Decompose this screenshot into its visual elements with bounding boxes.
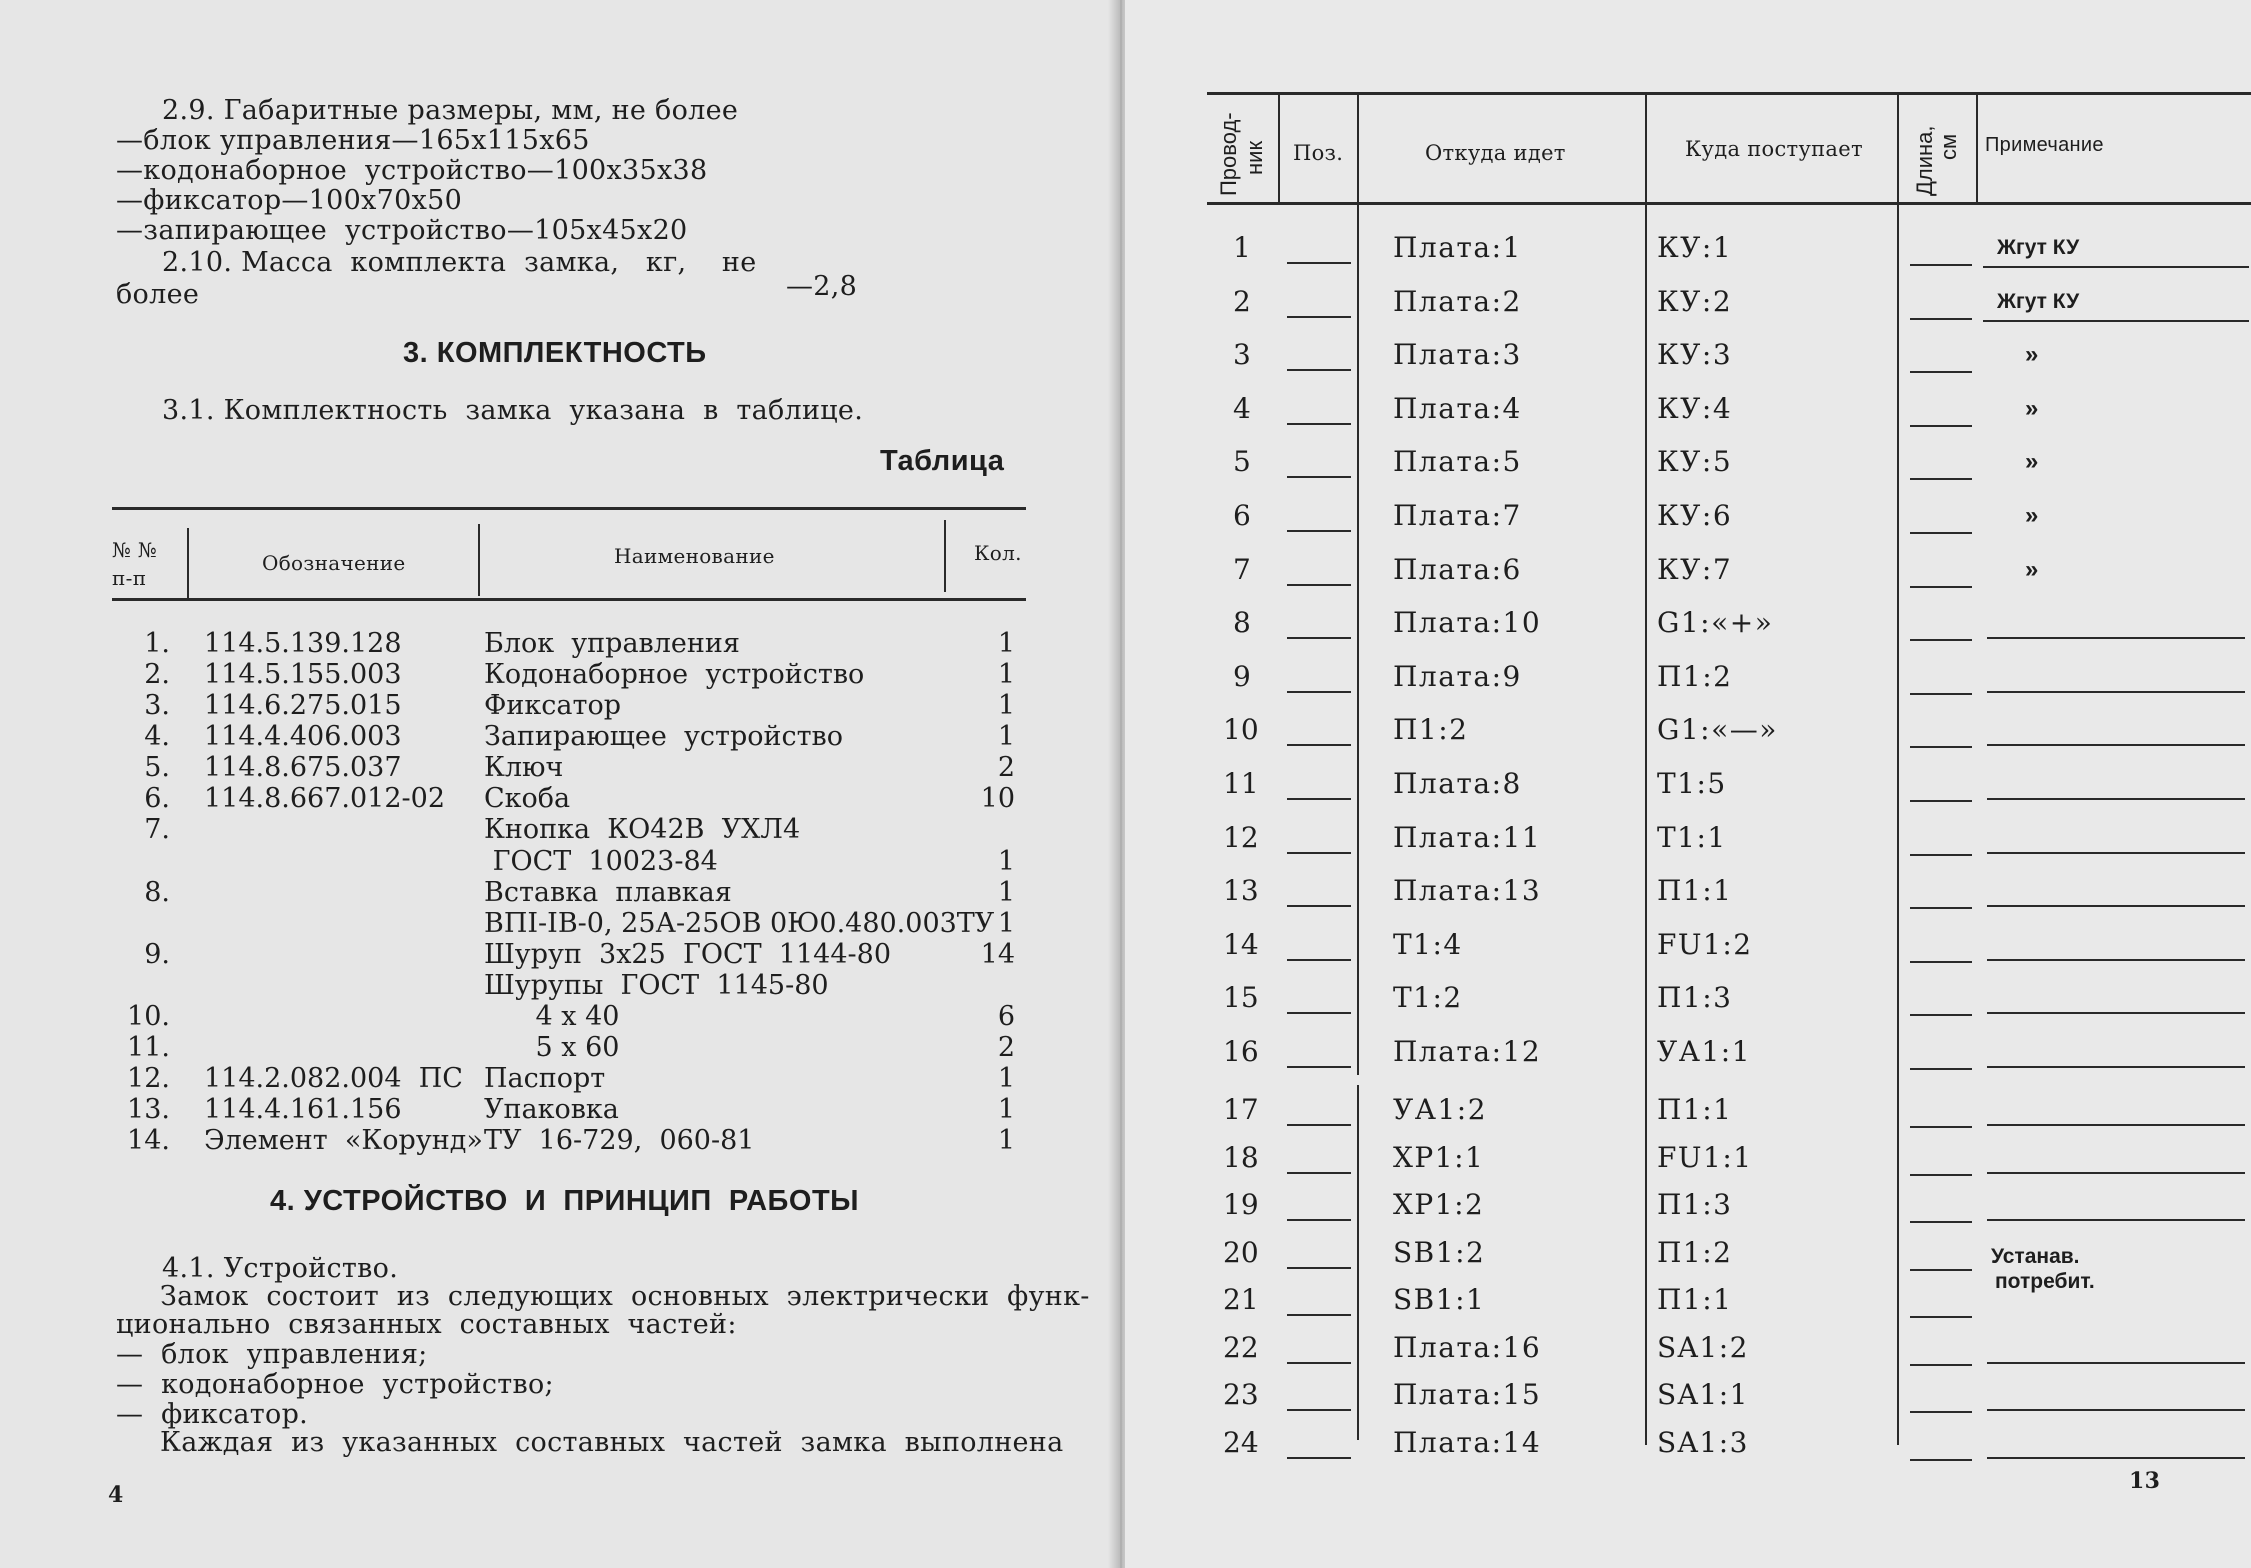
table-row <box>0 1001 1115 1032</box>
row-number: 12. <box>127 1063 170 1095</box>
row-number: 6. <box>144 783 170 815</box>
note-blank-dash <box>1987 852 2245 854</box>
wire-row <box>1125 228 2251 280</box>
pos-blank-dash <box>1287 905 1351 907</box>
row-name: Шуруп 3х25 ГОСТ 1144-80 <box>484 938 891 970</box>
wire-to: КУ:4 <box>1657 391 1733 425</box>
row-designation: 114.4.161.156 <box>204 1094 402 1126</box>
wire-table-divider <box>1897 92 1899 202</box>
row-number: 4. <box>144 721 170 753</box>
wire-row <box>1125 389 2251 441</box>
wire-number: 21 <box>1223 1283 1259 1316</box>
table-row <box>0 1125 1115 1156</box>
pos-blank-dash <box>1287 476 1351 478</box>
table-row <box>0 721 1115 752</box>
wire-row <box>1125 764 2251 816</box>
table-row <box>0 1032 1115 1063</box>
note-install-l2: потребит. <box>1995 1270 2095 1293</box>
length-blank-dash <box>1910 1174 1972 1176</box>
pos-blank-dash <box>1287 1219 1351 1221</box>
wire-number: 22 <box>1223 1330 1259 1364</box>
wire-from: ХР1:2 <box>1393 1188 1485 1221</box>
wire-row <box>1125 1328 2251 1380</box>
row-quantity: 1 <box>997 721 1015 753</box>
row-name: Ключ <box>484 752 564 784</box>
length-blank-dash <box>1910 907 1972 909</box>
row-number: 2. <box>144 659 170 691</box>
pos-blank-dash <box>1287 1267 1351 1269</box>
pos-blank-dash <box>1287 637 1351 639</box>
length-blank-dash <box>1910 746 1972 748</box>
wire-number: 14 <box>1223 927 1259 961</box>
pos-blank-dash <box>1287 530 1351 532</box>
pos-blank-dash <box>1287 1012 1351 1014</box>
wire-row <box>1125 1090 2251 1142</box>
spec-2-10-mass: 2.10. Масса комплекта замка, кг, не <box>162 247 757 278</box>
wire-table-divider <box>1976 92 1978 202</box>
table-divider <box>187 528 189 598</box>
wire-from: П1:2 <box>1393 713 1469 747</box>
row-name: Кнопка КО42В УХЛ4 <box>484 814 801 846</box>
table-top-rule <box>112 507 1026 510</box>
row-quantity: 14 <box>980 938 1015 970</box>
wire-from: Плата:2 <box>1393 284 1522 318</box>
wire-number: 15 <box>1223 981 1259 1015</box>
row-quantity: 1 <box>997 659 1015 691</box>
table-header-rule <box>112 598 1026 601</box>
wire-to: КУ:2 <box>1657 284 1733 318</box>
section-4-1-line2: Замок состоит из следующих основных электрически функ- <box>160 1281 1090 1312</box>
wire-from: Плата:4 <box>1393 391 1522 425</box>
row-number: 5. <box>144 752 170 784</box>
section-4-1-line5: — кодонаборное устройство; <box>116 1369 554 1400</box>
row-designation: 114.6.275.015 <box>204 690 402 722</box>
wire-number: 12 <box>1223 820 1259 854</box>
length-blank-dash <box>1910 639 1972 641</box>
wire-number: 17 <box>1223 1093 1259 1126</box>
note-blank-dash <box>1987 959 2245 961</box>
row-number: 10. <box>127 1000 170 1032</box>
wire-row <box>1125 335 2251 387</box>
wire-number: 19 <box>1223 1188 1259 1221</box>
wire-table-divider <box>1645 92 1647 202</box>
table-row <box>0 814 1115 845</box>
table-row <box>0 752 1115 783</box>
length-blank-dash <box>1910 586 1972 588</box>
pos-blank-dash <box>1287 852 1351 854</box>
row-name: Шурупы ГОСТ 1145-80 <box>484 969 829 1001</box>
wire-table-divider <box>1357 92 1359 202</box>
wire-from: ХР1:1 <box>1393 1140 1485 1174</box>
header-qty: Кол. <box>974 541 1022 565</box>
row-quantity: 2 <box>997 752 1015 784</box>
pos-blank-dash <box>1287 584 1351 586</box>
length-blank-dash <box>1910 371 1972 373</box>
length-blank-dash <box>1910 961 1972 963</box>
section-4-1-line1: 4.1. Устройство. <box>162 1253 399 1284</box>
length-blank-dash <box>1910 1459 1972 1461</box>
wire-row <box>1125 442 2251 494</box>
row-designation: 114.2.082.004 ПС <box>204 1063 463 1095</box>
note-underline <box>1983 320 2249 322</box>
row-number: 7. <box>144 814 170 846</box>
header-name: Наименование <box>614 544 775 568</box>
spec-2-9-code-device: —кодонаборное устройство—100х35х38 <box>116 155 708 186</box>
wire-number: 24 <box>1223 1425 1259 1459</box>
section-4-title: 4. УСТРОЙСТВО И ПРИНЦИП РАБОТЫ <box>270 1185 860 1217</box>
pos-blank-dash <box>1287 1362 1351 1364</box>
row-quantity: 10 <box>980 783 1015 815</box>
wire-table-header-rule <box>1207 202 2251 205</box>
table-row <box>0 690 1115 721</box>
row-number: 1. <box>144 628 170 659</box>
wire-to: УА1:1 <box>1657 1035 1752 1068</box>
wire-note: Жгут КУ <box>1997 236 2080 259</box>
wire-to: КУ:1 <box>1657 231 1733 264</box>
row-quantity: 1 <box>997 1125 1015 1157</box>
wire-from: Плата:6 <box>1393 552 1522 586</box>
wire-number: 11 <box>1223 767 1259 800</box>
wire-row <box>1125 1138 2251 1190</box>
table-divider <box>478 524 480 596</box>
wire-from: Плата:14 <box>1393 1425 1542 1459</box>
wire-to: SA1:3 <box>1657 1425 1749 1459</box>
wire-to: П1:2 <box>1657 1235 1733 1269</box>
header-designation: Обозначение <box>262 551 406 575</box>
wire-from: Плата:11 <box>1393 820 1542 854</box>
header-to: Куда поступает <box>1685 137 1863 161</box>
note-underline <box>1983 266 2249 268</box>
wire-to: SA1:1 <box>1657 1378 1749 1411</box>
wire-to: П1:3 <box>1657 981 1733 1015</box>
row-name: ГОСТ 10023-84 <box>484 845 718 877</box>
pos-blank-dash <box>1287 959 1351 961</box>
note-blank-dash <box>1987 1066 2245 1068</box>
row-name: Упаковка <box>484 1094 619 1126</box>
spec-2-9-title: 2.9. Габаритные размеры, мм, не более <box>162 95 739 126</box>
left-page-number: 4 <box>108 1482 124 1508</box>
wire-to: П1:2 <box>1657 659 1733 693</box>
row-designation: 114.5.139.128 <box>204 628 402 659</box>
row-designation: 114.8.667.012-02 <box>204 783 446 815</box>
wire-to: П1:1 <box>1657 1283 1733 1316</box>
wire-row <box>1125 282 2251 334</box>
wire-number: 16 <box>1223 1035 1259 1068</box>
length-blank-dash <box>1910 478 1972 480</box>
row-quantity: 1 <box>997 876 1015 908</box>
wire-row <box>1125 818 2251 870</box>
row-designation: 114.5.155.003 <box>204 659 402 691</box>
wire-from: Плата:9 <box>1393 659 1522 693</box>
note-blank-dash <box>1987 1457 2245 1459</box>
wire-to: КУ:3 <box>1657 338 1733 372</box>
left-page <box>0 0 1115 1568</box>
wire-number: 20 <box>1223 1235 1259 1269</box>
row-number: 13. <box>127 1094 170 1126</box>
table-row <box>0 1063 1115 1094</box>
row-name: Скоба <box>484 783 571 815</box>
wire-note: Жгут КУ <box>1997 289 2080 313</box>
header-no-l2: п-п <box>112 566 147 590</box>
pos-blank-dash <box>1287 691 1351 693</box>
row-quantity: 1 <box>997 1063 1015 1095</box>
wire-number: 4 <box>1233 391 1251 425</box>
wire-table-top-rule <box>1207 92 2251 95</box>
wire-number: 1 <box>1233 231 1251 264</box>
spec-2-9-control-unit: —блок управления—165х115х65 <box>116 125 590 156</box>
table-row <box>0 939 1115 970</box>
row-name: Вставка плавкая <box>484 876 732 908</box>
row-name: 4 х 40 <box>484 1000 620 1032</box>
wire-from: SB1:2 <box>1393 1235 1486 1269</box>
wire-number: 2 <box>1233 284 1251 318</box>
length-blank-dash <box>1910 1221 1972 1223</box>
wire-number: 13 <box>1223 874 1259 908</box>
wire-from: Плата:5 <box>1393 445 1522 479</box>
wire-row <box>1125 1423 2251 1475</box>
wire-row <box>1125 496 2251 548</box>
wire-from: Плата:15 <box>1393 1378 1542 1411</box>
wire-to: П1:3 <box>1657 1188 1733 1221</box>
wire-from: Т1:2 <box>1393 981 1463 1015</box>
length-blank-dash <box>1910 1364 1972 1366</box>
length-blank-dash <box>1910 425 1972 427</box>
wire-number: 5 <box>1233 445 1251 479</box>
wire-from: SB1:1 <box>1393 1283 1486 1316</box>
wire-note: » <box>2025 341 2039 369</box>
table-caption: Таблица <box>880 445 1005 477</box>
header-length-l2: см <box>1936 133 1961 160</box>
table-row <box>0 908 1115 939</box>
right-page <box>1125 0 2251 1568</box>
note-blank-dash <box>1987 1409 2245 1411</box>
wire-to: КУ:6 <box>1657 499 1733 532</box>
row-name: ВПI-IВ-0, 25А-25ОВ 0Ю0.480.003ТУ <box>484 907 995 939</box>
right-page-number: 13 <box>2129 1468 2161 1494</box>
row-number: 8. <box>144 876 170 908</box>
row-number: 14. <box>127 1125 170 1157</box>
row-number: 3. <box>144 690 170 722</box>
wire-number: 9 <box>1233 659 1251 693</box>
pos-blank-dash <box>1287 1457 1351 1459</box>
pos-blank-dash <box>1287 744 1351 746</box>
note-blank-dash <box>1987 905 2245 907</box>
wire-row <box>1125 978 2251 1030</box>
row-designation: 114.8.675.037 <box>204 752 402 784</box>
table-row <box>0 970 1115 1001</box>
pos-blank-dash <box>1287 369 1351 371</box>
wire-to: П1:1 <box>1657 1093 1733 1126</box>
wire-from: Плата:3 <box>1393 338 1522 372</box>
header-note: Примечание <box>1985 134 2104 156</box>
wire-from: Плата:13 <box>1393 874 1542 908</box>
pos-blank-dash <box>1287 798 1351 800</box>
row-quantity: 1 <box>997 690 1015 722</box>
note-blank-dash <box>1987 798 2245 800</box>
length-blank-dash <box>1910 1014 1972 1016</box>
row-name: Кодонаборное устройство <box>484 659 865 691</box>
row-name: Паспорт <box>484 1063 606 1095</box>
wire-number: 10 <box>1223 713 1259 747</box>
wire-to: FU1:1 <box>1657 1140 1753 1174</box>
note-blank-dash <box>1987 1219 2245 1221</box>
note-blank-dash <box>1987 691 2245 693</box>
pos-blank-dash <box>1287 1172 1351 1174</box>
header-pos: Поз. <box>1293 141 1344 165</box>
spec-2-9-fixer: —фиксатор—100х70х50 <box>116 185 463 216</box>
header-length-l1: Длина, <box>1912 125 1937 196</box>
wire-number: 6 <box>1233 499 1251 532</box>
wire-to: FU1:2 <box>1657 927 1753 961</box>
section-3-title: 3. КОМПЛЕКТНОСТЬ <box>403 337 707 369</box>
wire-row <box>1125 1375 2251 1427</box>
wire-from: Плата:8 <box>1393 767 1522 800</box>
header-no-l1: № № <box>112 538 158 562</box>
length-blank-dash <box>1910 264 1972 266</box>
length-blank-dash <box>1910 1269 1972 1271</box>
row-name: Блок управления <box>484 628 740 659</box>
wire-from: Плата:12 <box>1393 1035 1542 1068</box>
table-row <box>0 659 1115 690</box>
row-quantity: 6 <box>997 1000 1015 1032</box>
length-blank-dash <box>1910 532 1972 534</box>
pos-blank-dash <box>1287 316 1351 318</box>
note-blank-dash <box>1987 1362 2245 1364</box>
row-name: ТУ 16-729, 060-81 <box>484 1125 755 1157</box>
row-quantity: 1 <box>997 1094 1015 1126</box>
wire-from: Плата:10 <box>1393 606 1542 640</box>
wire-number: 7 <box>1233 552 1251 586</box>
table-divider <box>944 520 946 592</box>
wire-from: УА1:2 <box>1393 1093 1488 1126</box>
row-name: Запирающее устройство <box>484 721 844 753</box>
pos-blank-dash <box>1287 1066 1351 1068</box>
row-name: 5 х 60 <box>484 1031 620 1063</box>
length-blank-dash <box>1910 1068 1972 1070</box>
header-wire-l1: Провод- <box>1216 112 1241 196</box>
length-blank-dash <box>1910 318 1972 320</box>
spec-2-10-more: более <box>116 279 200 310</box>
wire-note: » <box>2025 555 2039 583</box>
length-blank-dash <box>1910 1126 1972 1128</box>
wire-number: 23 <box>1223 1378 1259 1411</box>
section-4-1-line7: Каждая из указанных составных частей замка выполнена <box>160 1427 1064 1458</box>
wire-to: Т1:5 <box>1657 767 1727 800</box>
wire-table-divider <box>1278 92 1280 202</box>
wire-row <box>1125 925 2251 977</box>
section-4-1-line3: ционально связанных составных частей: <box>116 1309 737 1340</box>
wire-note: » <box>2025 502 2039 529</box>
table-row <box>0 628 1115 659</box>
wire-to: КУ:5 <box>1657 445 1733 479</box>
row-quantity: 1 <box>997 907 1015 939</box>
pos-blank-dash <box>1287 262 1351 264</box>
row-quantity: 1 <box>997 628 1015 659</box>
note-blank-dash <box>1987 1172 2245 1174</box>
spec-2-10-value: —2,8 <box>786 271 858 302</box>
pos-blank-dash <box>1287 1314 1351 1316</box>
wire-number: 18 <box>1223 1140 1259 1174</box>
header-from: Откуда идет <box>1425 141 1566 165</box>
row-designation: 114.4.406.003 <box>204 721 402 753</box>
wire-row <box>1125 871 2251 923</box>
wire-to: G1:«—» <box>1657 713 1778 747</box>
wire-row <box>1125 710 2251 762</box>
table-row <box>0 846 1115 877</box>
wire-row <box>1125 1032 2251 1084</box>
pos-blank-dash <box>1287 423 1351 425</box>
row-designation: Элемент «Корунд» <box>204 1125 483 1157</box>
length-blank-dash <box>1910 854 1972 856</box>
section-3-1-text: 3.1. Комплектность замка указана в таблице. <box>162 395 864 426</box>
spec-2-9-lock-device: —запирающее устройство—105х45х20 <box>116 215 688 246</box>
wire-from: Т1:4 <box>1393 927 1463 961</box>
wire-to: КУ:7 <box>1657 552 1733 586</box>
note-install-l1: Устанав. <box>1991 1245 2080 1268</box>
wire-to: П1:1 <box>1657 874 1733 908</box>
row-number: 11. <box>127 1031 170 1063</box>
header-wire-l2: ник <box>1242 140 1267 175</box>
note-blank-dash <box>1987 637 2245 639</box>
row-number: 9. <box>144 938 170 970</box>
length-blank-dash <box>1910 1411 1972 1413</box>
note-blank-dash <box>1987 1124 2245 1126</box>
wire-row <box>1125 1185 2251 1237</box>
note-blank-dash <box>1987 1012 2245 1014</box>
wire-note: » <box>2025 394 2039 422</box>
row-quantity: 1 <box>997 845 1015 877</box>
length-blank-dash <box>1910 693 1972 695</box>
wire-number: 3 <box>1233 338 1251 372</box>
wire-from: Плата:1 <box>1393 231 1522 264</box>
row-name: Фиксатор <box>484 690 621 722</box>
note-blank-dash <box>1987 744 2245 746</box>
wire-row <box>1125 603 2251 655</box>
section-4-1-line6: — фиксатор. <box>116 1399 309 1430</box>
wire-row <box>1125 550 2251 602</box>
wire-from: Плата:16 <box>1393 1330 1542 1364</box>
section-4-1-line4: — блок управления; <box>116 1339 428 1370</box>
length-blank-dash <box>1910 800 1972 802</box>
wire-note: » <box>2025 448 2039 476</box>
wire-row <box>1125 657 2251 709</box>
length-blank-dash <box>1910 1316 1972 1318</box>
wire-to: G1:«+» <box>1657 606 1774 640</box>
row-quantity: 2 <box>997 1031 1015 1063</box>
wire-to: SA1:2 <box>1657 1330 1749 1364</box>
wire-from: Плата:7 <box>1393 499 1522 532</box>
pos-blank-dash <box>1287 1409 1351 1411</box>
table-row <box>0 783 1115 814</box>
pos-blank-dash <box>1287 1124 1351 1126</box>
wire-number: 8 <box>1233 606 1251 640</box>
wire-to: Т1:1 <box>1657 820 1727 854</box>
table-row <box>0 877 1115 908</box>
table-row <box>0 1094 1115 1125</box>
